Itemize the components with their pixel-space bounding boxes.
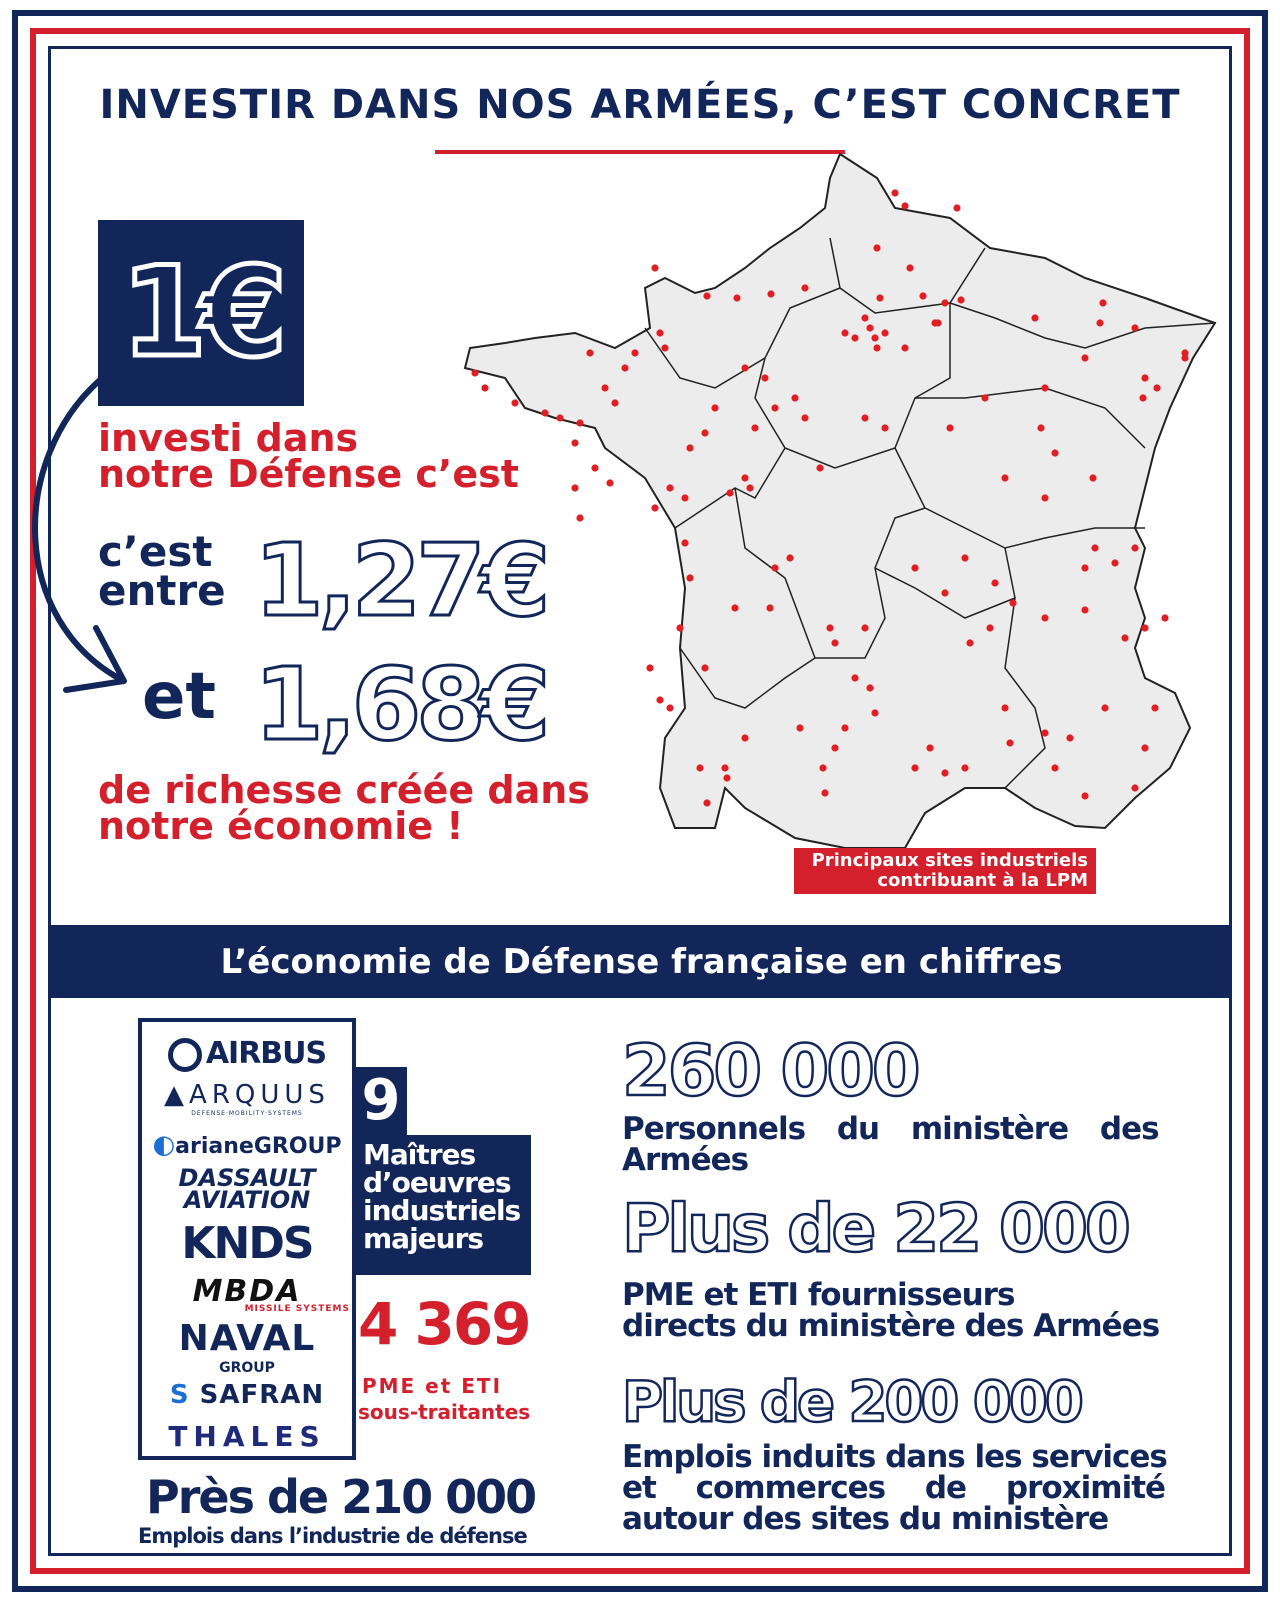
arianegroup-logo: ◐arianeGROUP xyxy=(152,1130,342,1160)
site-dot xyxy=(1001,704,1008,711)
site-dot xyxy=(826,624,833,631)
site-dot xyxy=(801,414,808,421)
site-dot xyxy=(861,624,868,631)
site-dot xyxy=(571,484,578,491)
site-dot xyxy=(851,674,858,681)
site-dot xyxy=(1131,784,1138,791)
site-dot xyxy=(1001,474,1008,481)
invested-line-1: investi dans xyxy=(98,416,359,460)
site-dot xyxy=(576,419,583,426)
site-dot xyxy=(816,464,823,471)
site-dot xyxy=(961,764,968,771)
et-text: et xyxy=(142,660,216,734)
site-dot xyxy=(866,684,873,691)
site-dot xyxy=(771,404,778,411)
site-dot xyxy=(796,724,803,731)
ariane-swoosh-icon: ◐ xyxy=(152,1130,176,1160)
site-dot xyxy=(946,424,953,431)
stat-personnel-line-2: Armées xyxy=(622,1142,749,1178)
site-dot xyxy=(1101,704,1108,711)
site-dot xyxy=(786,554,793,561)
stat-personnel-line-1: Personnels du ministère des xyxy=(622,1111,1159,1147)
site-dot xyxy=(981,394,988,401)
site-dot xyxy=(1099,299,1106,306)
site-dot xyxy=(571,439,578,446)
site-dot xyxy=(746,484,753,491)
site-dot xyxy=(926,744,933,751)
france-map xyxy=(445,148,1245,888)
stat-personnel-value: 260 000 xyxy=(622,1030,918,1112)
site-dot xyxy=(1031,314,1038,321)
maitres-line-1: Maîtres xyxy=(363,1138,476,1171)
site-dot xyxy=(591,464,598,471)
section-band-title: L’économie de Défense française en chiffres xyxy=(220,941,1063,982)
site-dot xyxy=(1081,564,1088,571)
cest-line-1: c’est xyxy=(98,527,213,576)
safran-s-icon: S xyxy=(169,1380,190,1410)
dassault-logo: DASSAULT AVIATION xyxy=(178,1164,316,1214)
site-dot xyxy=(841,724,848,731)
site-dot xyxy=(751,424,758,431)
site-dot xyxy=(1131,544,1138,551)
site-dot xyxy=(1051,764,1058,771)
site-dot xyxy=(661,344,668,351)
site-dot xyxy=(711,404,718,411)
site-dot xyxy=(1111,559,1118,566)
site-dot xyxy=(881,424,888,431)
stat-suppliers-line-1: PME et ETI fournisseurs xyxy=(622,1277,1015,1313)
site-dot xyxy=(1096,319,1103,326)
site-dot xyxy=(556,414,563,421)
site-dot xyxy=(831,639,838,646)
site-dot xyxy=(919,292,926,299)
site-dot xyxy=(873,344,880,351)
site-dot xyxy=(656,696,663,703)
site-dot xyxy=(1141,744,1148,751)
arquus-logo: ▲ARQUUS xyxy=(164,1080,330,1110)
stat-induced-value: Plus de 200 000 xyxy=(622,1370,1081,1435)
site-dot xyxy=(1081,792,1088,799)
site-dot xyxy=(1151,704,1158,711)
site-dot xyxy=(541,409,548,416)
site-dot xyxy=(1006,739,1013,746)
arquus-tagline: DEFENSE·MOBILITY·SYSTEMS xyxy=(191,1110,303,1117)
richesse-line-2: notre économie ! xyxy=(98,804,464,849)
site-dot xyxy=(986,624,993,631)
stat-induced-line-2: et commerces de proximité xyxy=(622,1470,1166,1506)
site-dot xyxy=(471,369,478,376)
site-dot xyxy=(819,764,826,771)
site-dot xyxy=(733,294,740,301)
site-dot xyxy=(741,474,748,481)
site-dot xyxy=(1153,384,1160,391)
map-label-line-1: Principaux sites industriels xyxy=(811,850,1088,871)
site-dot xyxy=(1089,474,1096,481)
site-dot xyxy=(511,399,518,406)
subcontractor-count: 4 369 xyxy=(358,1290,530,1358)
site-dot xyxy=(1051,449,1058,456)
site-dot xyxy=(871,334,878,341)
site-dot xyxy=(957,296,964,303)
site-dot xyxy=(726,489,733,496)
site-dot xyxy=(891,189,898,196)
site-dot xyxy=(766,604,773,611)
subcontractor-line-1: PME et ETI xyxy=(362,1374,503,1398)
site-dot xyxy=(1121,634,1128,641)
site-dot xyxy=(1161,614,1168,621)
stat-suppliers-line-2: directs du ministère des Armées xyxy=(622,1308,1160,1344)
map-label-line-2: contribuant à la LPM xyxy=(877,869,1088,891)
one-euro-amount: 1€ xyxy=(120,241,282,385)
naval-logo: NAVAL xyxy=(178,1318,316,1359)
airbus-logo: AIRBUS xyxy=(142,1036,352,1072)
site-dot xyxy=(696,764,703,771)
site-dot xyxy=(686,444,693,451)
site-dot xyxy=(767,290,774,297)
site-dot xyxy=(701,664,708,671)
industry-jobs-value: Près de 210 000 xyxy=(146,1470,536,1524)
one-euro-box xyxy=(98,220,304,406)
site-dot xyxy=(861,314,868,321)
site-dot xyxy=(721,764,728,771)
site-dot xyxy=(871,709,878,716)
site-dot xyxy=(831,744,838,751)
site-dot xyxy=(646,664,653,671)
site-dot xyxy=(723,774,730,781)
site-dot xyxy=(1181,349,1188,356)
site-dot xyxy=(1066,734,1073,741)
site-dot xyxy=(911,564,918,571)
site-dot xyxy=(586,349,593,356)
naval-group-text: GROUP xyxy=(219,1360,275,1376)
site-dot xyxy=(611,399,618,406)
site-dot xyxy=(866,324,873,331)
site-dot xyxy=(1041,614,1048,621)
maitres-label-box xyxy=(355,1135,531,1275)
site-dot xyxy=(991,579,998,586)
site-dot xyxy=(1041,384,1048,391)
site-dot xyxy=(941,299,948,306)
maitres-line-3: industriels xyxy=(363,1194,521,1227)
site-dot xyxy=(876,294,883,301)
maitres-line-4: majeurs xyxy=(363,1222,484,1255)
site-dot xyxy=(1131,324,1138,331)
logo-box xyxy=(138,1018,356,1460)
site-dot xyxy=(676,624,683,631)
site-dot xyxy=(966,639,973,646)
site-dot xyxy=(703,799,710,806)
site-dot xyxy=(741,364,748,371)
site-dot xyxy=(1141,624,1148,631)
site-dot xyxy=(841,329,848,336)
site-dot xyxy=(731,604,738,611)
site-dot xyxy=(651,264,658,271)
site-dot xyxy=(1081,354,1088,361)
site-dot xyxy=(576,514,583,521)
site-dot xyxy=(881,329,888,336)
site-dot xyxy=(1091,544,1098,551)
mbda-tagline: MISSILE SYSTEMS xyxy=(244,1304,350,1314)
site-dot xyxy=(821,789,828,796)
cest-line-2: entre xyxy=(98,565,226,615)
site-dot xyxy=(906,264,913,271)
site-dot xyxy=(901,202,908,209)
site-dot xyxy=(911,764,918,771)
site-dot xyxy=(861,414,868,421)
stat-suppliers-label xyxy=(622,1277,1182,1344)
site-dot xyxy=(771,564,778,571)
site-dot xyxy=(941,769,948,776)
site-dot xyxy=(703,292,710,299)
airbus-icon xyxy=(168,1038,202,1072)
map-legend-label xyxy=(794,848,1096,894)
maitres-count: 9 xyxy=(361,1068,401,1133)
site-dot xyxy=(601,384,608,391)
site-dot xyxy=(1041,729,1048,736)
thales-logo: THALES xyxy=(168,1420,326,1453)
mbda-logo: MBDA xyxy=(192,1274,302,1309)
site-dot xyxy=(941,589,948,596)
site-dot xyxy=(666,484,673,491)
stat-personnel-label xyxy=(622,1111,1182,1178)
stat-induced-line-3: autour des sites du ministère xyxy=(622,1501,1109,1537)
site-dot xyxy=(621,364,628,371)
site-dot xyxy=(681,494,688,501)
site-dot xyxy=(1037,424,1044,431)
site-dot xyxy=(481,384,488,391)
site-dot xyxy=(873,244,880,251)
stat-suppliers-value: Plus de 22 000 xyxy=(622,1190,1128,1267)
richesse-line-1: de richesse créée dans xyxy=(98,768,590,812)
site-dot xyxy=(701,429,708,436)
cest-entre-text xyxy=(98,527,226,615)
site-dot xyxy=(651,504,658,511)
section-band xyxy=(51,925,1232,998)
stat-induced-label xyxy=(622,1439,1182,1537)
site-dot xyxy=(851,334,858,341)
site-dot xyxy=(1139,394,1146,401)
site-dot xyxy=(666,704,673,711)
site-dot xyxy=(791,394,798,401)
site-dot xyxy=(741,734,748,741)
arquus-icon: ▲ xyxy=(164,1080,190,1110)
value-high: 1,68€ xyxy=(254,646,546,763)
site-dot xyxy=(761,374,768,381)
site-dot xyxy=(1009,599,1016,606)
site-dot xyxy=(1141,374,1148,381)
maitres-line-2: d’oeuvres xyxy=(363,1166,511,1199)
safran-logo: S SAFRAN xyxy=(169,1380,325,1410)
site-dot xyxy=(686,574,693,581)
value-low: 1,27€ xyxy=(254,522,546,639)
site-dot xyxy=(953,204,960,211)
maitres-count-box xyxy=(355,1067,407,1135)
site-dot xyxy=(1081,606,1088,613)
france-map-svg xyxy=(445,148,1245,888)
site-dot xyxy=(931,319,938,326)
stat-induced-line-1: Emplois induits dans les services xyxy=(622,1439,1167,1475)
site-dot xyxy=(901,344,908,351)
knds-logo: KNDS xyxy=(181,1218,313,1269)
site-dot xyxy=(631,349,638,356)
industry-jobs-label: Emplois dans l’industrie de défense xyxy=(138,1524,527,1548)
site-dot xyxy=(961,554,968,561)
site-dot xyxy=(656,329,663,336)
site-dot xyxy=(606,479,613,486)
france-outline xyxy=(465,154,1215,848)
page-title: INVESTIR DANS NOS ARMÉES, C’EST CONCRET xyxy=(99,82,1181,128)
site-dot xyxy=(681,539,688,546)
site-dot xyxy=(1041,494,1048,501)
site-dot xyxy=(801,284,808,291)
subcontractor-line-2: sous-traitantes xyxy=(358,1400,531,1424)
invested-line-2: notre Défense c’est xyxy=(98,452,519,497)
